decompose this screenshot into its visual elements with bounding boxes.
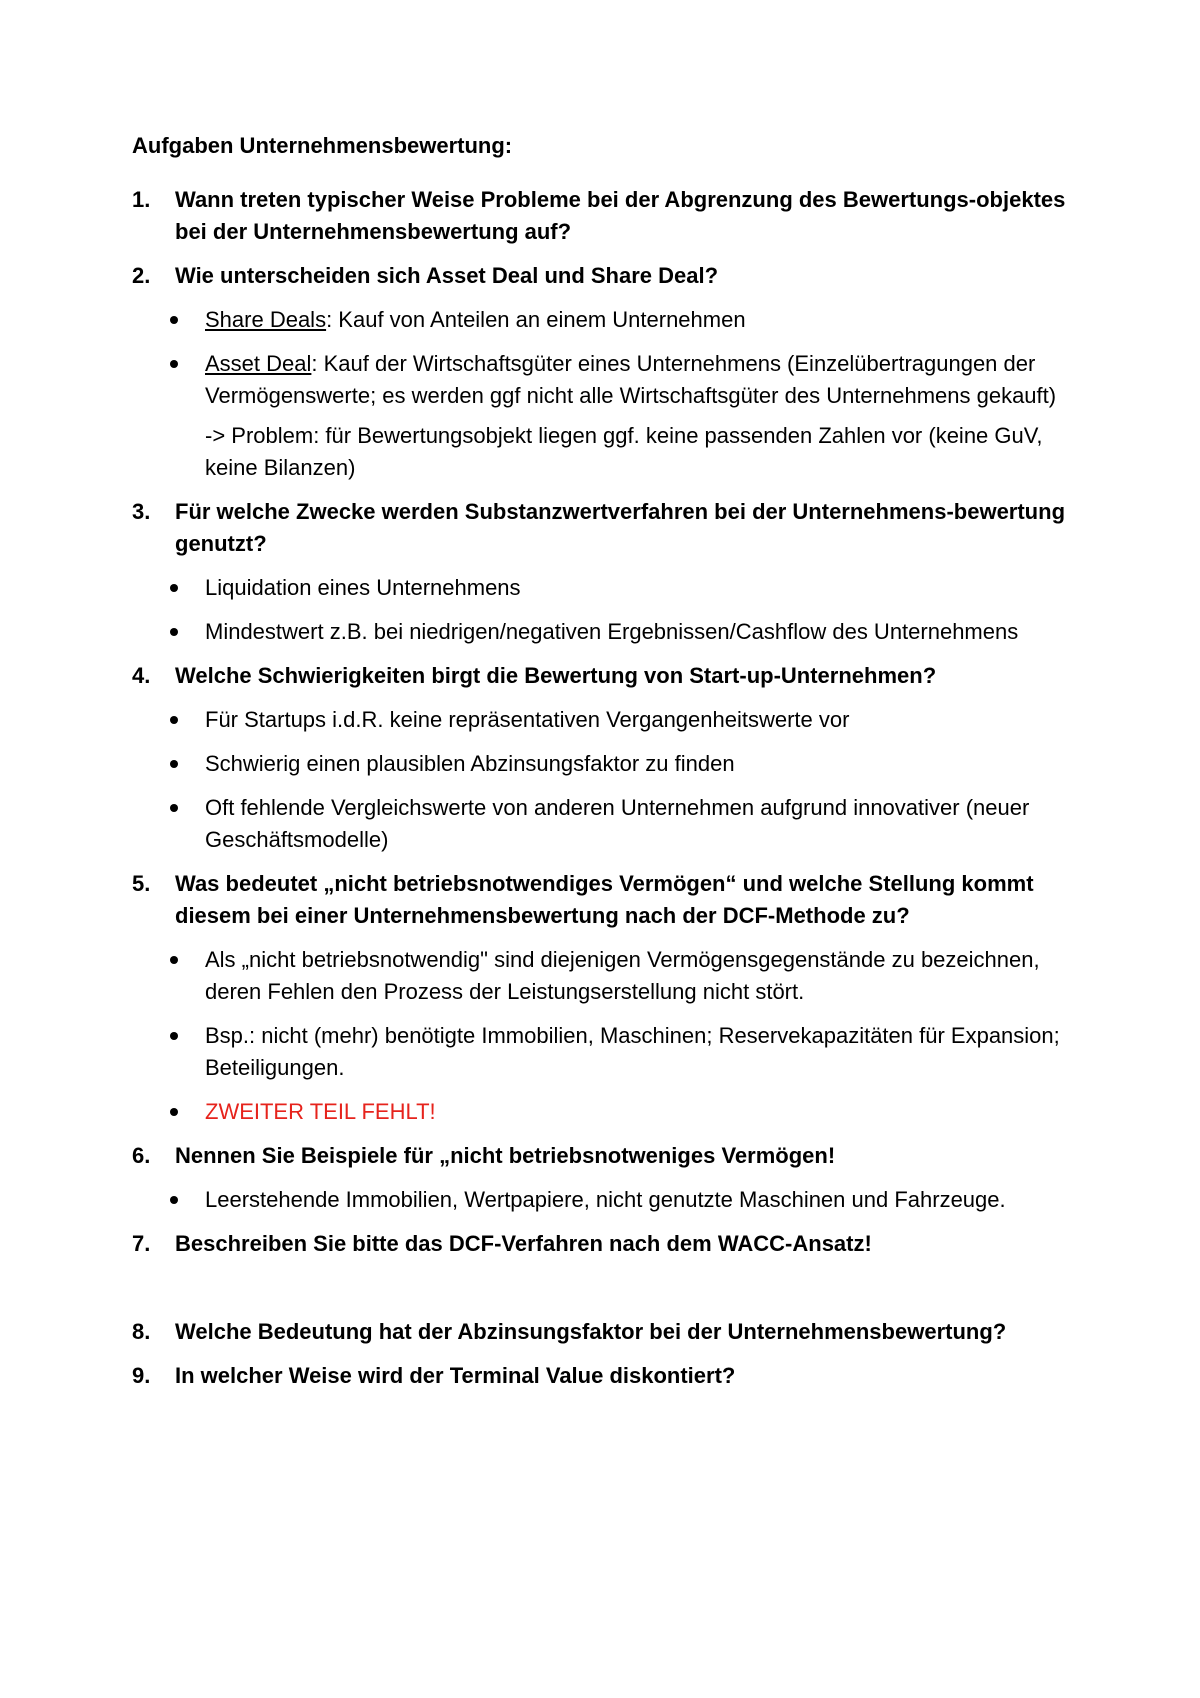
question-text: Wie unterscheiden sich Asset Deal und Share Deal?: [175, 263, 719, 288]
question-3: [132, 496, 1092, 560]
answer-list: [132, 572, 1092, 648]
question-text: In welcher Weise wird der Terminal Value diskontiert?: [175, 1363, 736, 1388]
document-page: [132, 130, 1092, 1404]
question-7: [132, 1228, 1092, 1260]
blank-space: [132, 1272, 1092, 1316]
answer-item: [205, 304, 1092, 336]
question-text: Wann treten typischer Weise Probleme bei der Abgrenzung des Bewertungs-objektes bei der Unternehmensbewertung auf?: [175, 187, 1066, 244]
question-number: 1.: [132, 187, 151, 212]
answer-term: Asset Deal: [205, 351, 312, 376]
answer-item: Mindestwert z.B. bei niedrigen/negativen Ergebnissen/Cashflow des Unternehmens: [205, 616, 1092, 648]
answer-term: Share Deals: [205, 307, 327, 332]
question-6: [132, 1140, 1092, 1172]
question-text: Nennen Sie Beispiele für „nicht betriebsnotweniges Vermögen!: [175, 1143, 836, 1168]
answer-followup: -> Problem: für Bewertungsobjekt liegen ggf. keine passenden Zahlen vor (keine GuV, keine Bilanzen): [205, 423, 1043, 480]
question-text: Für welche Zwecke werden Substanzwertverfahren bei der Unternehmens-bewertung genutzt?: [175, 499, 1066, 556]
question-8: [132, 1316, 1092, 1348]
answer-list: [132, 304, 1092, 412]
question-text: Welche Schwierigkeiten birgt die Bewertung von Start-up-Unternehmen?: [175, 663, 937, 688]
question-text: Welche Bedeutung hat der Abzinsungsfaktor bei der Unternehmensbewertung?: [175, 1319, 1007, 1344]
answer-item: Bsp.: nicht (mehr) benötigte Immobilien, Maschinen; Reservekapazitäten für Expansion; Beteiligungen.: [205, 1020, 1092, 1084]
question-number: 3.: [132, 499, 151, 524]
answer-item: Oft fehlende Vergleichswerte von anderen Unternehmen aufgrund innovativer (neuer Geschäftsmodelle): [205, 792, 1092, 856]
answer-item: Als „nicht betriebsnotwendig" sind diejenigen Vermögensgegenstände zu bezeichnen, deren Fehlen den Prozess der Leistungserstellung nicht stört.: [205, 944, 1092, 1008]
question-number: 7.: [132, 1231, 151, 1256]
question-number: 6.: [132, 1143, 151, 1168]
answer-item: Leerstehende Immobilien, Wertpapiere, nicht genutzte Maschinen und Fahrzeuge.: [205, 1184, 1092, 1216]
answer-list: [132, 1184, 1092, 1216]
question-text: Beschreiben Sie bitte das DCF-Verfahren nach dem WACC-Ansatz!: [175, 1231, 872, 1256]
question-number: 8.: [132, 1319, 151, 1344]
question-number: 9.: [132, 1363, 151, 1388]
question-number: 2.: [132, 263, 151, 288]
answer-item: Liquidation eines Unternehmens: [205, 572, 1092, 604]
question-number: 4.: [132, 663, 151, 688]
question-9: [132, 1360, 1092, 1392]
answer-list: [132, 704, 1092, 856]
missing-part-note: ZWEITER TEIL FEHLT!: [205, 1096, 1092, 1128]
question-text: Was bedeutet „nicht betriebsnotwendiges Vermögen“ und welche Stellung kommt diesem bei einer Unternehmensbewertung nach der DCF-Methode zu?: [175, 871, 1034, 928]
answer-text: : Kauf von Anteilen an einem Unternehmen: [326, 307, 746, 332]
question-1: [132, 184, 1092, 248]
answer-item: Für Startups i.d.R. keine repräsentativen Vergangenheitswerte vor: [205, 704, 1092, 736]
answer-item: Schwierig einen plausiblen Abzinsungsfaktor zu finden: [205, 748, 1092, 780]
question-number: 5.: [132, 871, 151, 896]
question-4: [132, 660, 1092, 692]
answer-list: [132, 944, 1092, 1128]
question-2: [132, 260, 1092, 292]
answer-text: : Kauf der Wirtschaftsgüter eines Unternehmens (Einzelübertragungen der Vermögenswerte; es werden ggf nicht alle Wirtschaftsgüter des Unternehmens gekauft): [205, 351, 1057, 408]
answer-item: [205, 348, 1092, 412]
document-title: Aufgaben Unternehmensbewertung:: [132, 133, 513, 158]
question-5: [132, 868, 1092, 932]
